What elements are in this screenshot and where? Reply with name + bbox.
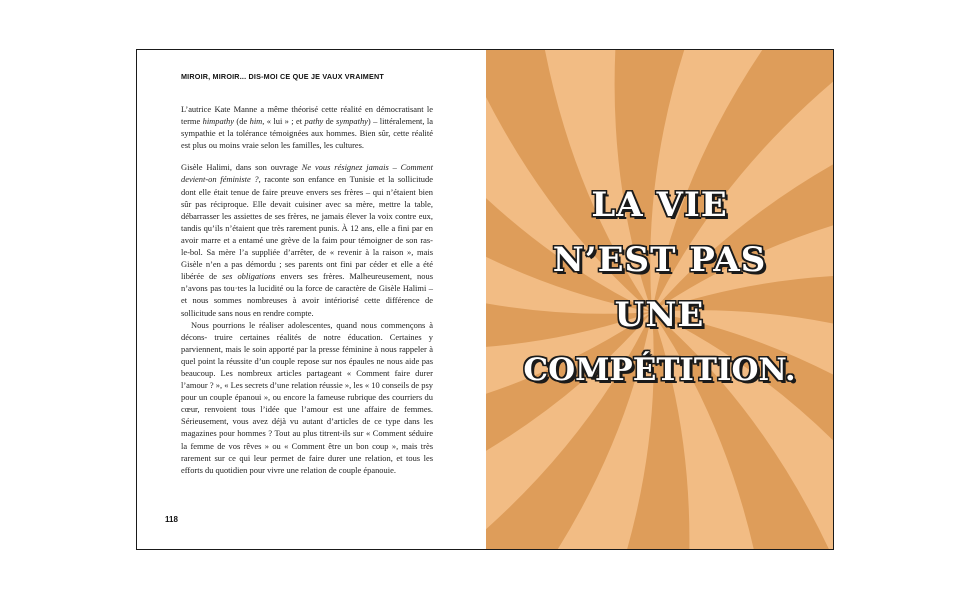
right-page xyxy=(486,50,833,549)
book-spread xyxy=(136,49,834,550)
left-page xyxy=(137,50,486,549)
quote-line-4: COMPÉTITION. xyxy=(523,352,796,388)
quote-line-3: UNE xyxy=(614,295,705,335)
running-head: MIROIR, MIROIR... DIS-MOI CE QUE JE VAUX VRAIMENT xyxy=(181,72,384,81)
paragraph-1: L’autrice Kate Manne a même théorisé cette réalité en démocratisant le terme himpathy (de him, « lui » ; et pathy de sympathy) – littéralement, la sympathie et la tolérance témoignées aux hommes. Bien sûr, cette réalité est plus ou moins vraie selon les familles, les cultures. xyxy=(181,104,433,151)
quote-line-2: N’EST PAS xyxy=(552,240,767,280)
quote-line-1: LA VIE xyxy=(591,185,728,225)
quote-title xyxy=(486,178,833,398)
body-text xyxy=(181,103,433,476)
paragraph-2: Gisèle Halimi, dans son ouvrage Ne vous résignez jamais – Comment devient-on féministe ?, raconte son enfance en Tunisie et la sollicitude dont elle était tenue de faire preuve envers ses frères – qui n’étaient bien sûr pas réciproque. Elle devait cuisiner avec sa mère, mettre la table, débarrasser les assiettes de ses frères, ne jamais élever la voix contre eux, tandis qu’ils n’étaient que très rarement punis. À 12 ans, elle a fini par en avoir marre et a entamé une grève de la faim pour témoigner de son ras-le-bol. Sa mère l’a suppliée d’arrêter, de « revenir à la raison », mais Gisèle n’en a pas démordu ; ses parents ont fini par céder et elle a été libérée de ses obligations envers ses frères. Malheureusement, nous n’avons pas tou·tes la lucidité ou la force de caractère de Gisèle Halimi – et nous sommes nombreuses à avoir intériorisé cette différence de sollicitude sans nous en rendre compte. xyxy=(181,162,433,318)
paragraph-3: Nous pourrions le réaliser adolescentes, quand nous commençons à décons- truire certaines réalités de notre éducation. Certaines y parviennent, mais le soin apporté par la presse féminine à nous rappeler à quel point la réussite d’un couple repose sur nos épaules ne nous aide pas beaucoup. Les nombreux articles partageant « Comment faire durer l’amour ? », « Les secrets d’une relation réussie », les « 10 conseils de psy pour un couple épanoui », ou encore la fameuse rubrique des courriers du cœur, renvoient tous l’idée que l’amour est une affaire de femmes. Sérieusement, vous avez déjà vu autant d’articles de ce type dans les magazines pour hommes ? Tout au plus titrent-ils sur « Comment séduire la femme de vos rêves » ou « Comment être un bon coup », mais très rarement sur ce qui leur permet de faire durer une relation, et tous les efforts du quotidien pour vivre une relation de couple épanouie. xyxy=(181,319,433,475)
page-number: 118 xyxy=(165,515,178,524)
